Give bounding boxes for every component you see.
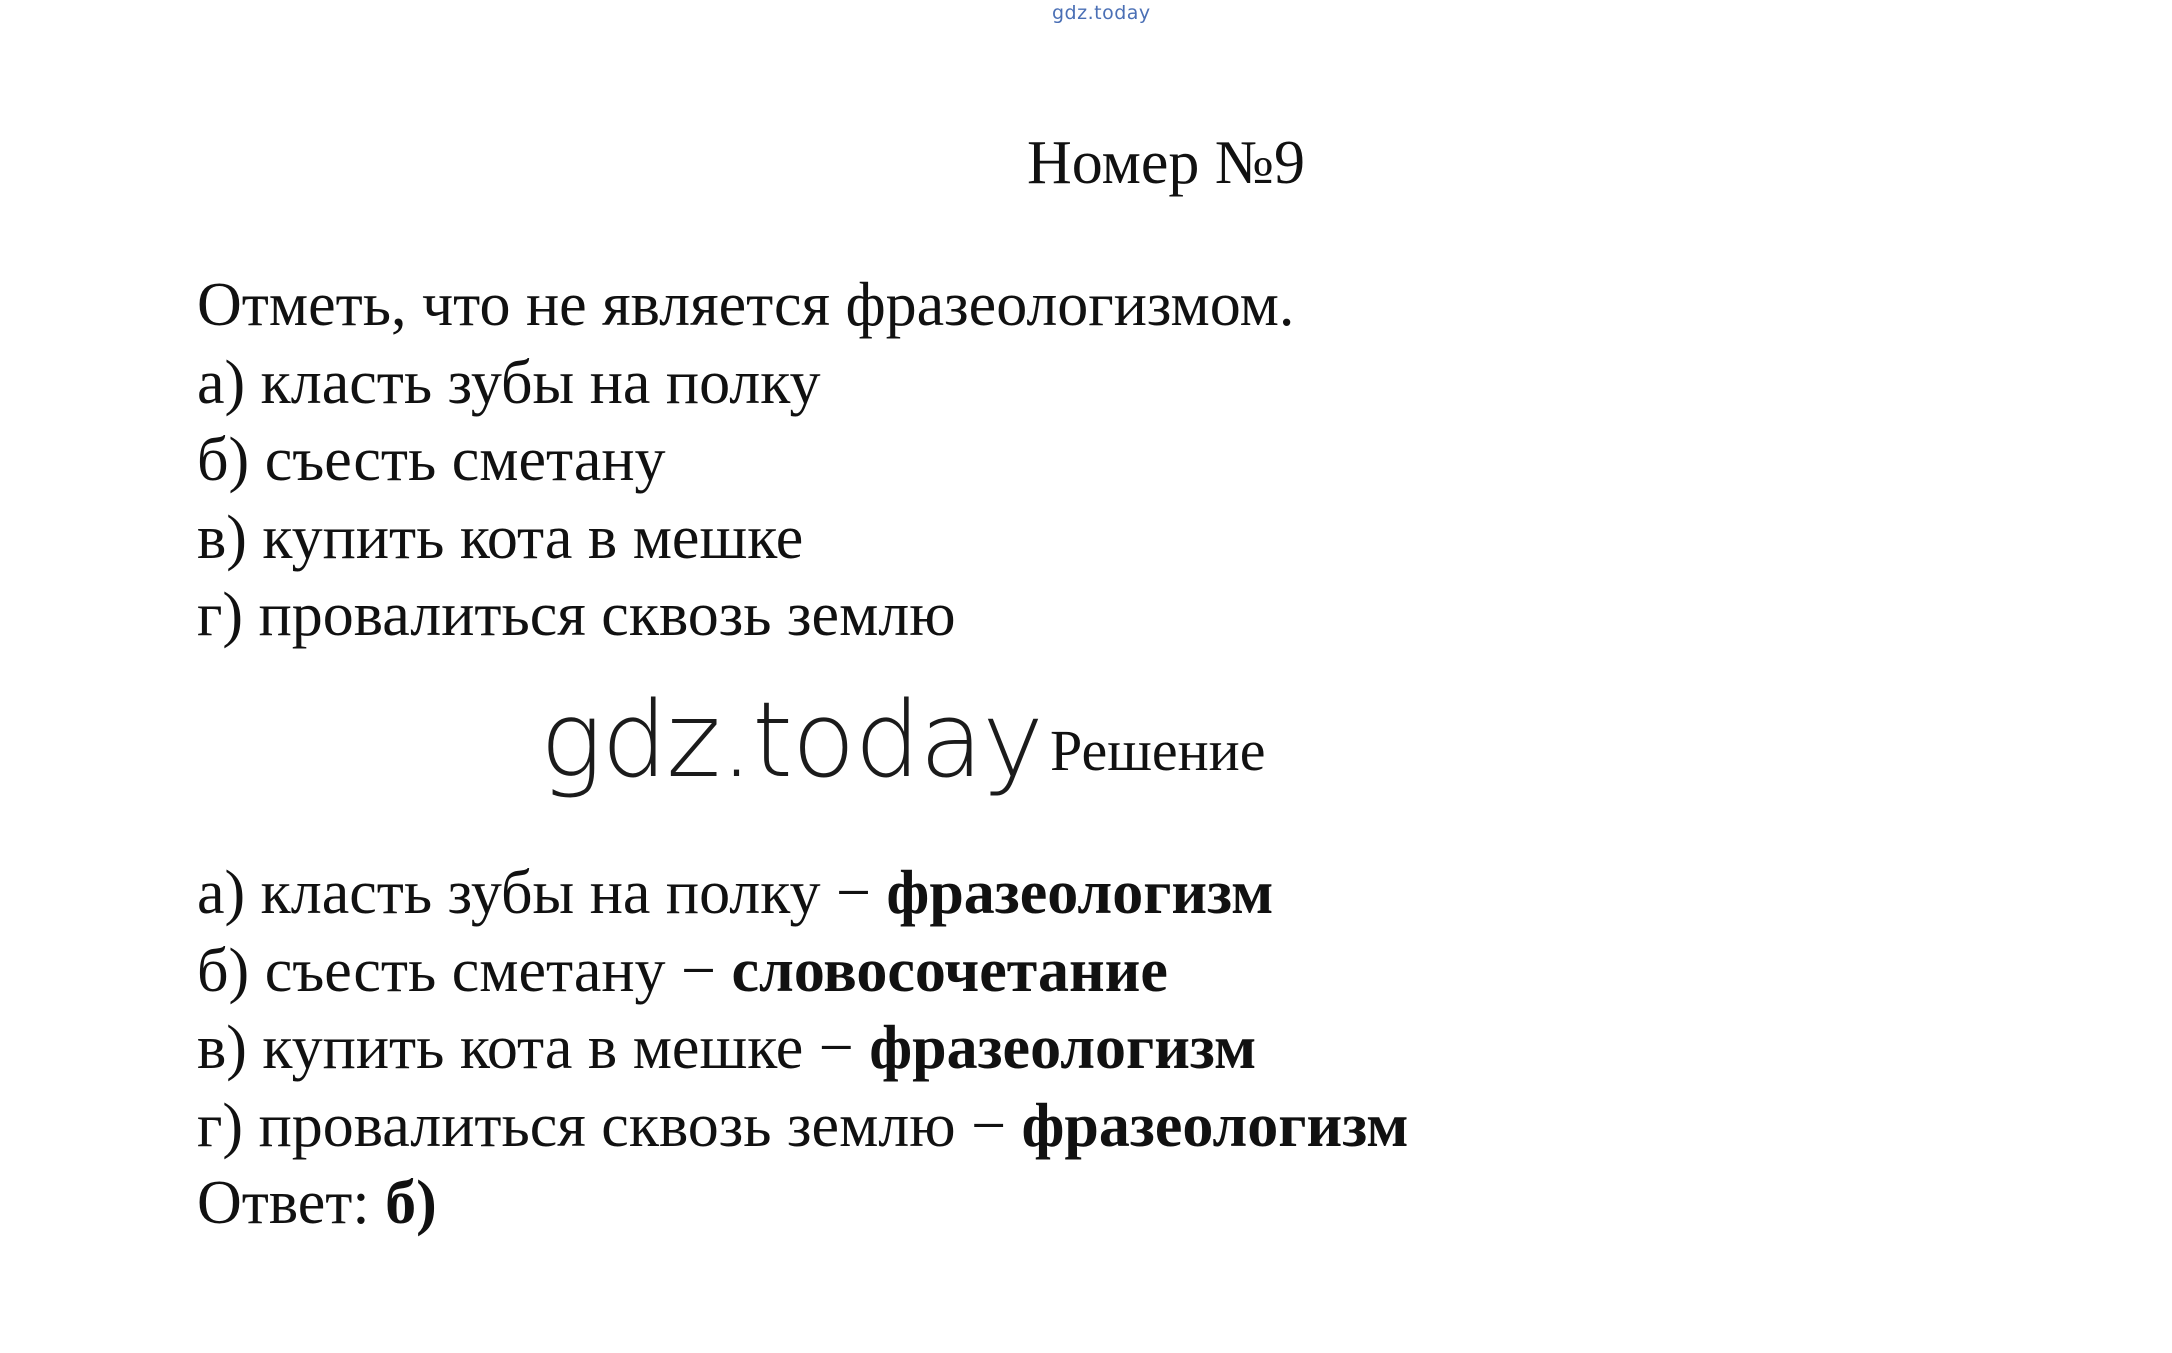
solution-row (197, 855, 1408, 933)
solution-row (197, 1088, 1408, 1166)
answer-line (197, 1165, 1408, 1243)
solution-separator: − (665, 936, 732, 1005)
solution-separator: − (955, 1091, 1022, 1160)
solution-phrase: б) съесть сметану (197, 936, 666, 1005)
task-option-d: г) провалиться сквозь землю (197, 581, 956, 649)
solution-verdict: фразеологизм (1021, 1091, 1409, 1160)
task-block (197, 267, 1294, 655)
solution-separator: − (803, 1014, 870, 1082)
solution-verdict: фразеологизм (886, 859, 1274, 927)
task-question: Отметь, что не является фразеологизмом. (197, 271, 1295, 339)
answer-label: Ответ: (197, 1169, 386, 1237)
task-option-c: в) купить кота в мешке (197, 503, 804, 572)
task-option-b: б) съесть сметану (197, 426, 666, 494)
solution-row (197, 933, 1408, 1011)
solution-phrase: в) купить кота в мешке (197, 1014, 804, 1082)
task-option-a: а) класть зубы на полку (197, 348, 821, 417)
solution-phrase: г) провалиться сквозь землю (197, 1091, 956, 1160)
answer-value: б) (385, 1169, 437, 1237)
solution-verdict: словосочетание (731, 936, 1168, 1005)
watermark-top: gdz.today (1052, 2, 1151, 24)
solution-row (197, 1010, 1408, 1088)
solution-phrase: а) класть зубы на полку (197, 859, 821, 927)
page-title: Номер №9 (1027, 129, 1306, 197)
solution-block (197, 855, 1408, 1243)
solution-verdict: фразеологизм (869, 1014, 1257, 1082)
watermark-logo: gdz.today (540, 679, 1043, 801)
solution-separator: − (820, 859, 887, 927)
solution-heading: Решение (1050, 718, 1266, 783)
